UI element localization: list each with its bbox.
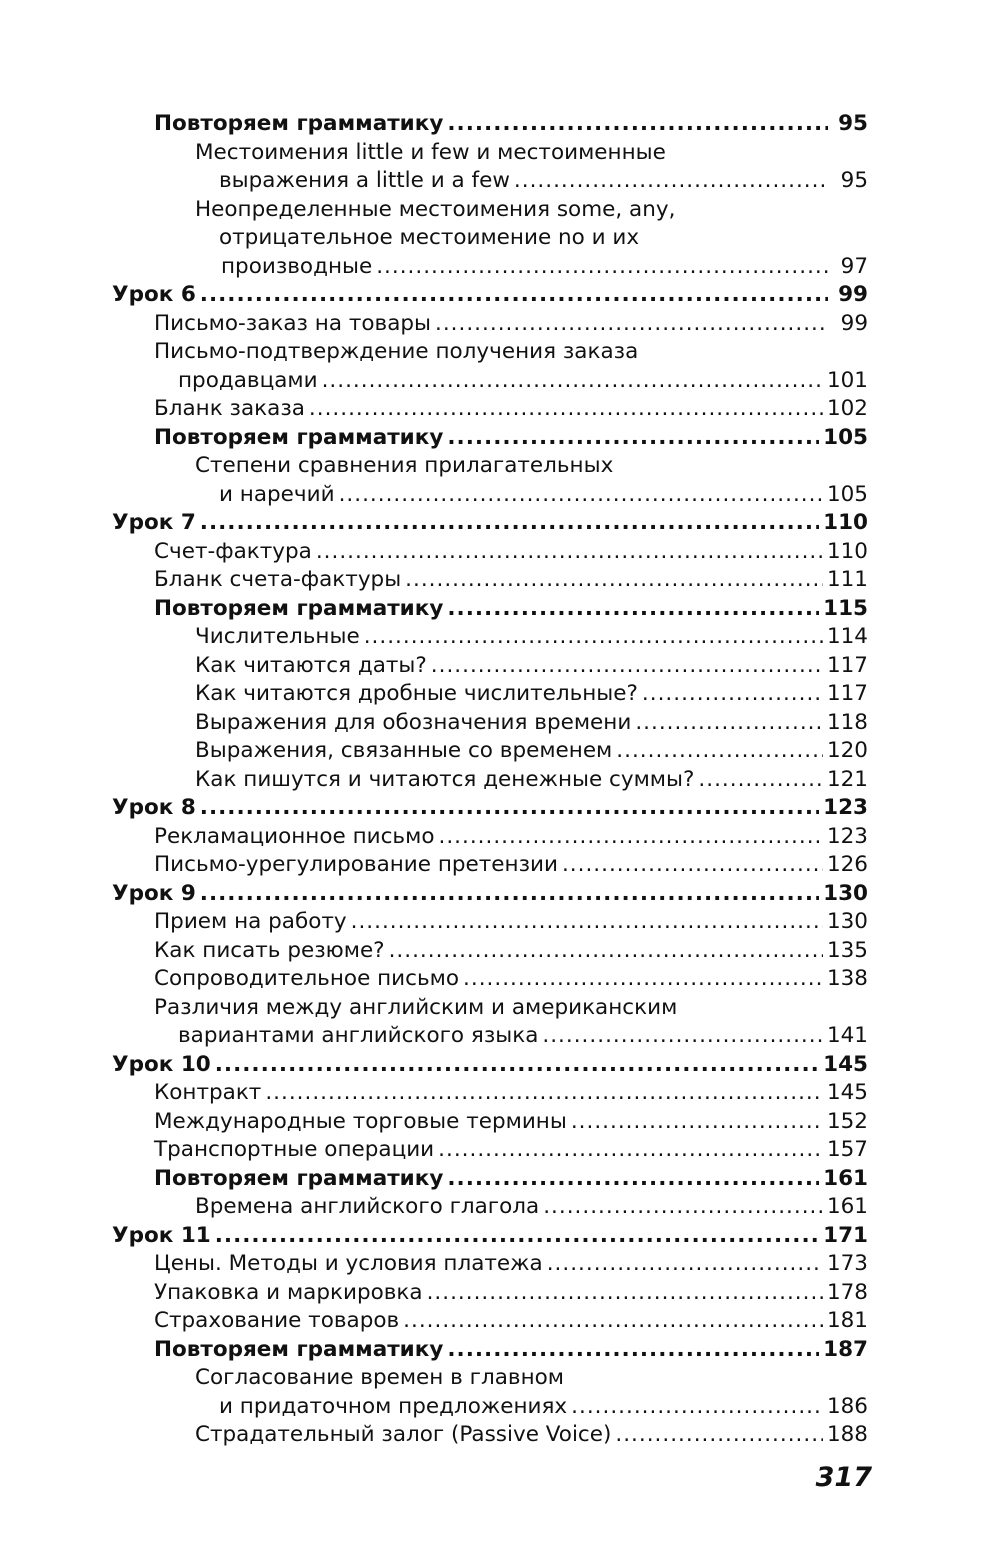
toc-title: Прием на работу: [154, 909, 347, 934]
toc-entry: [112, 794, 868, 823]
dot-leader: [616, 737, 823, 766]
toc-title: Международные торговые термины: [154, 1108, 567, 1134]
toc-entry: [112, 281, 868, 310]
toc-entry: [112, 652, 868, 681]
toc-entry: [112, 1136, 868, 1165]
toc-title: Урок 11: [112, 1222, 211, 1248]
toc-page-number: 138: [826, 966, 868, 991]
toc-title: Сопроводительное письмо: [154, 966, 460, 991]
toc-entry: [112, 823, 868, 852]
dot-leader: [562, 851, 823, 880]
toc-page-number: 157: [826, 1137, 868, 1162]
toc-page-number: 145: [823, 1051, 868, 1077]
toc-page-number: 101: [826, 367, 868, 393]
toc-title: Упаковка и маркировка: [154, 1279, 423, 1305]
toc-page-number: 97: [840, 253, 868, 279]
toc-page-number: 188: [826, 1422, 868, 1447]
toc-row: [154, 823, 868, 852]
toc-row: [154, 1307, 868, 1336]
toc-entry: [112, 709, 868, 738]
toc-entry: [112, 737, 868, 766]
toc-entry: [112, 1250, 868, 1279]
dot-leader: [698, 766, 823, 795]
toc-entry: [112, 1051, 868, 1080]
toc-title: Письмо-урегулирование претензии: [154, 852, 558, 877]
toc-page-number: 121: [826, 766, 868, 792]
toc-entry: [112, 1421, 868, 1450]
toc-title: Как читаются дробные числительные?: [195, 681, 638, 706]
toc-entry: [112, 994, 868, 1051]
toc-page-number: 102: [826, 396, 868, 421]
toc-title-line: Степени сравнения прилагательных: [195, 453, 614, 478]
toc-page-number: 110: [826, 538, 868, 564]
toc-entry: [112, 310, 868, 339]
toc-entry: [112, 538, 868, 567]
toc-title: Повторяем грамматику: [154, 1336, 444, 1362]
toc-entry: [112, 338, 868, 395]
toc-page-number: 114: [826, 624, 868, 649]
toc-page-number: 152: [826, 1108, 868, 1134]
dot-leader: [571, 1108, 823, 1137]
dot-leader: [447, 595, 819, 624]
dot-leader: [447, 424, 819, 453]
dot-leader: [447, 110, 828, 139]
dot-leader: [200, 509, 819, 538]
toc-row: [195, 167, 868, 196]
toc-title: продавцами: [178, 367, 318, 393]
toc-title: Письмо-заказ на товары: [154, 310, 432, 336]
toc-page-number: 110: [823, 510, 868, 535]
toc-title: Повторяем грамматику: [154, 424, 444, 450]
toc-row: [195, 652, 868, 681]
toc-title: Счет-фактура: [154, 538, 312, 564]
dot-leader: [427, 1279, 823, 1308]
toc-title: вариантами английского языка: [178, 1023, 539, 1048]
toc-page-number: 145: [826, 1080, 868, 1105]
dot-leader: [405, 566, 823, 595]
toc-title: Контракт: [154, 1080, 262, 1105]
toc-title-line: Различия между английским и американским: [154, 994, 678, 1020]
dot-leader: [200, 794, 819, 823]
toc-row: [195, 1421, 868, 1450]
toc-title: Числительные: [195, 624, 360, 649]
dot-leader: [543, 1193, 823, 1222]
dot-leader: [438, 1136, 823, 1165]
toc-row: [154, 595, 868, 624]
toc-entry: [112, 1336, 868, 1365]
toc-entry: [112, 395, 868, 424]
dot-leader: [200, 880, 819, 909]
dot-leader: [309, 395, 823, 424]
toc-entry: [112, 1079, 868, 1108]
toc-row: [154, 310, 868, 339]
toc-entry: [112, 566, 868, 595]
toc-row: [154, 1165, 868, 1194]
dot-leader: [389, 937, 823, 966]
toc-row: [112, 794, 868, 823]
toc-page-number: 161: [826, 1194, 868, 1219]
toc-row: [154, 538, 868, 567]
dot-leader: [200, 281, 828, 310]
toc-page-number: 126: [826, 852, 868, 877]
toc-title: Повторяем грамматику: [154, 595, 444, 621]
toc-page-number: 141: [826, 1023, 868, 1048]
toc-title-line: Согласование времен в главном: [195, 1365, 564, 1390]
toc-title-line: Неопределенные местоимения some, any,: [195, 196, 676, 222]
toc-title: Выражения, связанные со временем: [195, 738, 613, 763]
dot-leader: [431, 652, 823, 681]
toc-row: [154, 851, 868, 880]
toc-entry: [112, 680, 868, 709]
toc-page-number: 99: [840, 310, 868, 336]
toc-row: [195, 709, 868, 738]
toc-page-number: 123: [826, 823, 868, 849]
toc-page-number: 105: [826, 481, 868, 507]
dot-leader: [542, 1022, 823, 1051]
toc-entry: [112, 424, 868, 453]
toc-row: [112, 281, 868, 310]
toc-row: [154, 367, 868, 396]
toc-row: [195, 1393, 868, 1422]
toc-page-number: 120: [826, 738, 868, 763]
toc-title: Урок 10: [112, 1051, 211, 1077]
toc-title: Времена английского глагола: [195, 1194, 540, 1219]
dot-leader: [571, 1393, 823, 1422]
toc-page-number: 117: [826, 652, 868, 678]
toc-title: Повторяем грамматику: [154, 1165, 444, 1191]
toc-entry: [112, 880, 868, 909]
toc-entry: [112, 595, 868, 624]
toc-page-number: 171: [823, 1222, 868, 1248]
toc-page-number: 117: [826, 681, 868, 706]
toc-row: [112, 1051, 868, 1080]
toc-entry: [112, 908, 868, 937]
toc-row: [154, 1279, 868, 1308]
toc-title: Бланк счета-фактуры: [154, 567, 402, 592]
dot-leader: [364, 623, 823, 652]
toc-row: [154, 965, 868, 994]
toc-title: Цены. Методы и условия платежа: [154, 1251, 543, 1276]
toc-row: [195, 680, 868, 709]
toc-title: Страдательный залог (Passive Voice): [195, 1422, 612, 1447]
toc-title: Рекламационное письмо: [154, 823, 435, 849]
toc-row: [154, 937, 868, 966]
toc-page-number: 99: [838, 282, 868, 307]
dot-leader: [447, 1336, 819, 1365]
toc-row: [154, 110, 868, 139]
toc-entry: [112, 1193, 868, 1222]
toc-entry: [112, 1222, 868, 1251]
toc-entry: [112, 766, 868, 795]
toc-page-number: 187: [823, 1336, 868, 1362]
toc-entry: [112, 1364, 868, 1421]
dot-leader: [547, 1250, 823, 1279]
toc-entry: [112, 1165, 868, 1194]
toc-title: и придаточном предложениях: [219, 1393, 568, 1419]
toc-row: [112, 1222, 868, 1251]
toc-title: Выражения для обозначения времени: [195, 709, 632, 735]
table-of-contents: [112, 110, 868, 1450]
toc-title: Как пишутся и читаются денежные суммы?: [195, 766, 695, 792]
toc-page-number: 95: [840, 168, 868, 193]
toc-page-number: 173: [826, 1251, 868, 1276]
toc-title-line: Местоимения little и few и местоименные: [195, 139, 666, 165]
toc-page-number: 181: [826, 1308, 868, 1333]
toc-page-number: 178: [826, 1279, 868, 1305]
dot-leader: [615, 1421, 823, 1450]
toc-row: [154, 1079, 868, 1108]
dot-leader: [403, 1307, 823, 1336]
toc-page-number: 118: [826, 709, 868, 735]
toc-page-number: 161: [823, 1165, 868, 1191]
dot-leader: [322, 367, 823, 396]
toc-title: Урок 9: [112, 880, 196, 906]
page-number: 317: [815, 1462, 872, 1493]
dot-leader: [339, 481, 823, 510]
toc-title: Страхование товаров: [154, 1308, 400, 1333]
toc-title: Повторяем грамматику: [154, 111, 444, 136]
toc-title: Транспортные операции: [154, 1137, 435, 1162]
toc-page-number: 115: [823, 595, 868, 621]
toc-entry: [112, 1108, 868, 1137]
toc-row: [195, 737, 868, 766]
toc-title: производные: [221, 253, 373, 279]
toc-row: [195, 253, 868, 282]
toc-page-number: 123: [823, 795, 868, 820]
toc-row: [154, 908, 868, 937]
toc-title: выражения a little и a few: [219, 168, 510, 193]
toc-page-number: 186: [826, 1393, 868, 1419]
dot-leader: [463, 965, 823, 994]
toc-page-number: 111: [826, 567, 868, 592]
toc-entry: [112, 1307, 868, 1336]
dot-leader: [514, 167, 828, 196]
toc-page-number: 130: [826, 909, 868, 934]
toc-row: [112, 880, 868, 909]
toc-entry: [112, 1279, 868, 1308]
toc-title-line: отрицательное местоимение no и их: [219, 225, 640, 250]
toc-page-number: 130: [823, 880, 868, 906]
toc-row: [154, 1336, 868, 1365]
dot-leader: [642, 680, 823, 709]
dot-leader: [215, 1222, 819, 1251]
toc-title: Как читаются даты?: [195, 652, 427, 678]
toc-row: [154, 566, 868, 595]
toc-title: Урок 7: [112, 510, 196, 535]
toc-row: [154, 1108, 868, 1137]
dot-leader: [265, 1079, 823, 1108]
toc-title: Как писать резюме?: [154, 937, 385, 963]
toc-entry: [112, 196, 868, 282]
toc-entry: [112, 851, 868, 880]
toc-row: [195, 623, 868, 652]
toc-title: Бланк заказа: [154, 396, 305, 421]
dot-leader: [376, 253, 828, 282]
toc-row: [195, 1193, 868, 1222]
dot-leader: [438, 823, 822, 852]
toc-row: [195, 481, 868, 510]
toc-entry: [112, 623, 868, 652]
toc-row: [112, 509, 868, 538]
toc-entry: [112, 965, 868, 994]
toc-entry: [112, 452, 868, 509]
dot-leader: [635, 709, 823, 738]
toc-page-number: 135: [826, 937, 868, 963]
dot-leader: [447, 1165, 819, 1194]
toc-title: Урок 6: [112, 282, 196, 307]
toc-title: Урок 8: [112, 795, 196, 820]
toc-row: [154, 395, 868, 424]
toc-title: и наречий: [219, 481, 335, 507]
toc-title-line: Письмо-подтверждение получения заказа: [154, 339, 639, 364]
toc-entry: [112, 937, 868, 966]
toc-page-number: 105: [823, 424, 868, 450]
dot-leader: [351, 908, 823, 937]
dot-leader: [316, 538, 823, 567]
dot-leader: [435, 310, 828, 339]
toc-row: [195, 766, 868, 795]
toc-row: [154, 424, 868, 453]
dot-leader: [215, 1051, 819, 1080]
toc-entry: [112, 110, 868, 139]
toc-row: [154, 1250, 868, 1279]
toc-entry: [112, 509, 868, 538]
toc-entry: [112, 139, 868, 196]
toc-row: [154, 1136, 868, 1165]
toc-row: [154, 1022, 868, 1051]
toc-page-number: 95: [838, 111, 868, 136]
